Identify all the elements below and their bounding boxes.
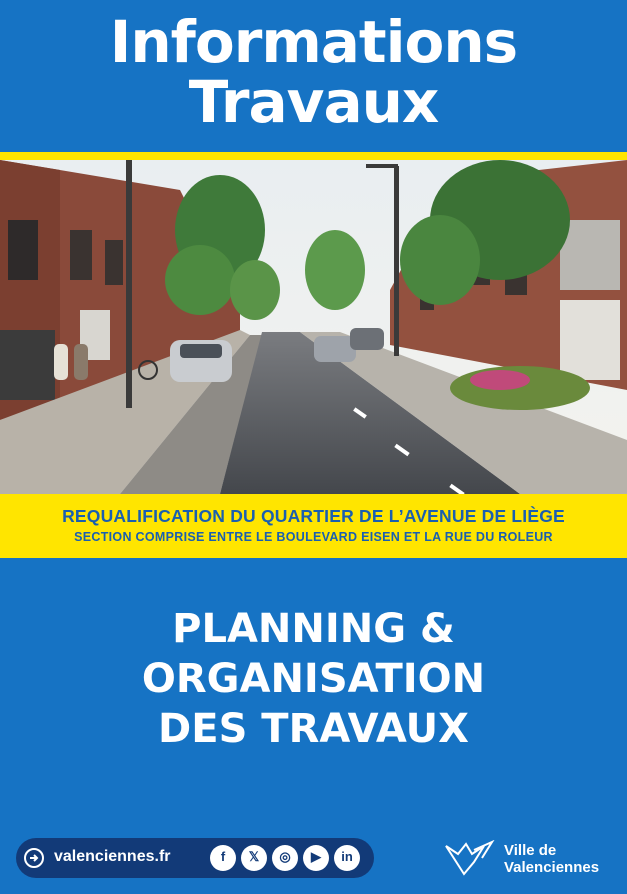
arrow-right-icon — [24, 848, 44, 868]
x-icon[interactable] — [241, 845, 267, 871]
website-link[interactable]: valenciennes.fr — [54, 848, 171, 865]
title-line-1: Informations — [109, 8, 518, 76]
main-title-line-1: PLANNING & — [172, 606, 455, 652]
banner-title: REQUALIFICATION DU QUARTIER DE L’AVENUE DE LIÈGE — [62, 506, 565, 526]
linkedin-icon[interactable] — [334, 845, 360, 871]
facebook-glyph: f — [220, 849, 226, 864]
main-title-line-3: DES TRAVAUX — [158, 706, 469, 752]
yellow-divider — [0, 152, 627, 160]
logo-text-line-1: Ville de — [504, 842, 557, 859]
logo-text-line-2: Valenciennes — [504, 859, 600, 876]
facebook-icon[interactable] — [210, 845, 236, 871]
logo-emblem-icon — [444, 840, 496, 880]
project-banner — [0, 494, 627, 558]
title-line-2: Travaux — [188, 68, 439, 136]
instagram-glyph: ◎ — [279, 849, 291, 864]
main-title — [0, 604, 627, 754]
logo-text — [504, 842, 599, 876]
banner-subtitle: SECTION COMPRISE ENTRE LE BOULEVARD EISEN ET LA RUE DU ROLEUR — [74, 530, 553, 544]
youtube-glyph: ▶ — [311, 849, 321, 864]
main-title-line-2: ORGANISATION — [141, 656, 486, 702]
ville-de-valenciennes-logo — [444, 838, 620, 882]
street-rendering-image — [0, 160, 627, 494]
linkedin-glyph: in — [341, 849, 353, 864]
header — [0, 0, 627, 152]
x-glyph: 𝕏 — [248, 849, 260, 864]
instagram-icon[interactable] — [272, 845, 298, 871]
website-pill[interactable] — [16, 838, 374, 878]
youtube-icon[interactable] — [303, 845, 329, 871]
